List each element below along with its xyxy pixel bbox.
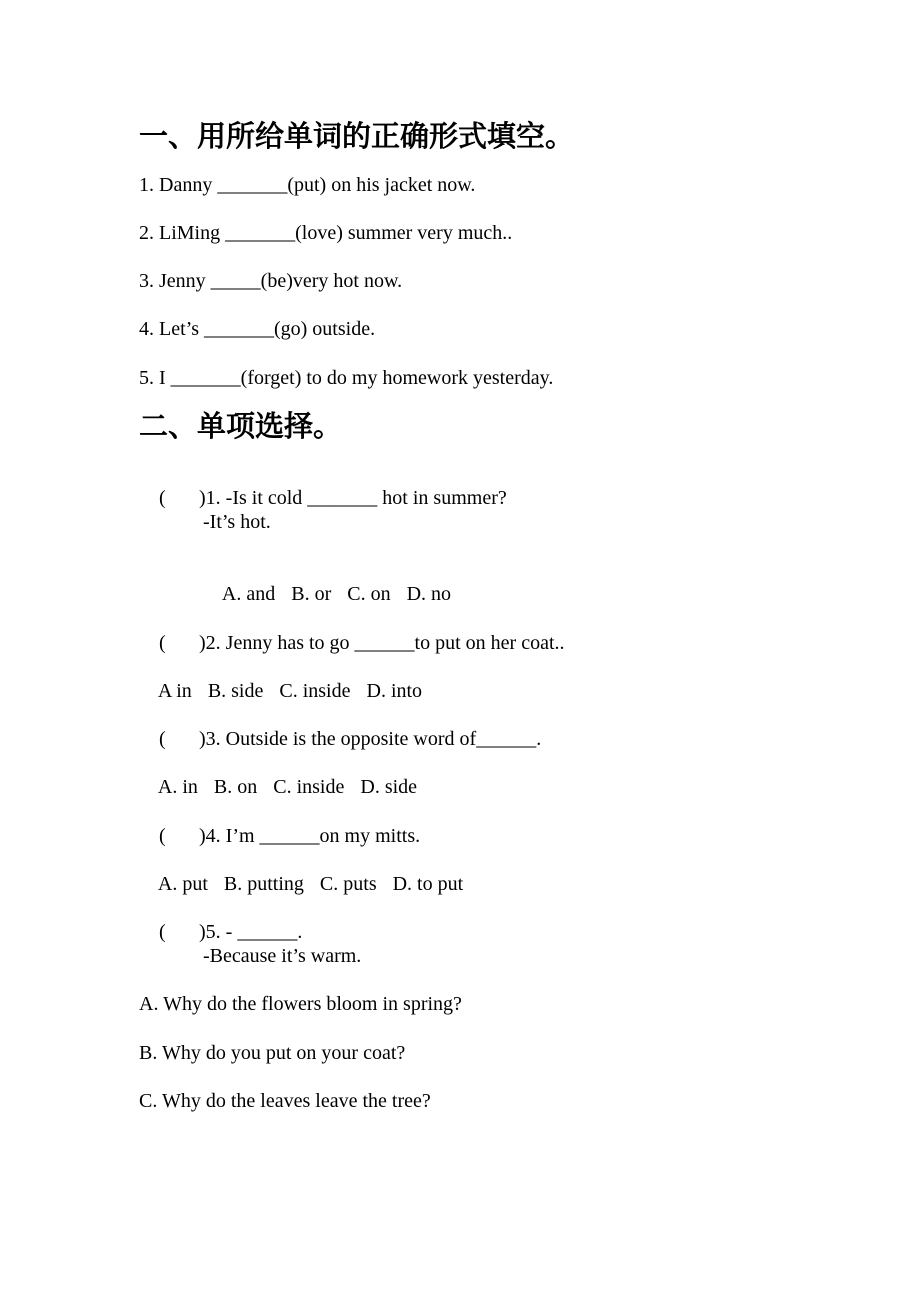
question-3-text: )3. Outside is the opposite word of______. [199, 728, 542, 750]
option-b: B. putting [223, 873, 304, 895]
option-b: B. on [213, 776, 258, 798]
question-4-text: )4. I’m ______on my mitts. [199, 825, 421, 847]
fill-item-1: 1. Danny _______(put) on his jacket now. [139, 174, 476, 196]
option-c: C. inside [273, 776, 345, 798]
question-1-response: -It’s hot. [203, 511, 271, 533]
fill-item-5: 5. I _______(forget) to do my homework yesterday. [139, 367, 554, 389]
option-a: A. Why do the flowers bloom in spring? [139, 993, 462, 1015]
option-a: A. in [157, 776, 198, 798]
answer-paren: ( [159, 728, 166, 750]
option-b: B. side [207, 680, 264, 702]
section1-heading: 一、用所给单词的正确形式填空。 [139, 119, 575, 153]
answer-paren: ( [159, 825, 166, 847]
option-d: D. into [366, 680, 423, 702]
option-a: A in [157, 680, 192, 702]
option-c: C. Why do the leaves leave the tree? [139, 1090, 431, 1112]
option-b: B. Why do you put on your coat? [139, 1042, 406, 1064]
fill-item-4: 4. Let’s _______(go) outside. [139, 318, 376, 340]
option-c: C. inside [279, 680, 351, 702]
question-1 [139, 462, 507, 534]
option-b: B. or [291, 583, 332, 605]
option-d: D. no [406, 583, 452, 605]
option-c: C. puts [319, 873, 377, 895]
section2-heading: 二、单项选择。 [139, 409, 343, 443]
option-c: C. on [347, 583, 391, 605]
fill-item-3: 3. Jenny _____(be)very hot now. [139, 270, 403, 292]
option-d: D. side [360, 776, 418, 798]
question-5-text: )5. - ______. [199, 921, 303, 943]
question-5-response: -Because it’s warm. [203, 945, 362, 967]
answer-paren: ( [159, 632, 166, 654]
option-a: A. and [221, 583, 276, 605]
answer-paren: ( [159, 921, 166, 943]
option-a: A. put [157, 873, 208, 895]
answer-paren: ( [159, 487, 166, 509]
option-d: D. to put [392, 873, 464, 895]
question-1-text: )1. -Is it cold _______ hot in summer? [199, 487, 507, 509]
fill-item-2: 2. LiMing _______(love) summer very much.. [139, 222, 513, 244]
question-2-text: )2. Jenny has to go ______to put on her coat.. [199, 632, 565, 654]
